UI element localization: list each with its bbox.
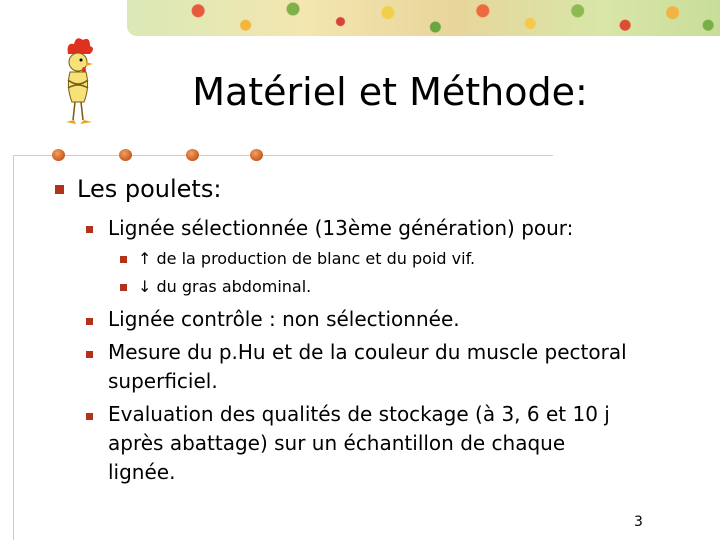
bullet-icon — [86, 318, 93, 325]
divider-dot — [186, 149, 199, 161]
bullet-icon — [86, 413, 93, 420]
sub-item-1-text: de la production de blanc et du poid vif. — [151, 249, 476, 268]
bullet-icon — [86, 351, 93, 358]
divider-dot — [52, 149, 65, 161]
list-item-3-line2: superficiel. — [108, 369, 218, 393]
bullet-icon — [120, 284, 127, 291]
list-item-1: Lignée sélectionnée (13ème génération) pour: — [108, 216, 574, 240]
divider-dot — [119, 149, 132, 161]
decorative-banner — [127, 0, 720, 36]
list-item-4-line2: après abattage) sur un échantillon de chaque — [108, 431, 566, 455]
list-item-4-line3: lignée. — [108, 460, 176, 484]
sub-item-2-text: du gras abdominal. — [151, 277, 312, 296]
bullet-icon — [55, 185, 64, 194]
divider-dot — [250, 149, 263, 161]
down-arrow-icon: ↓ — [138, 277, 152, 296]
slide-title: Matériel et Méthode: — [192, 70, 588, 114]
page-number: 3 — [634, 514, 643, 530]
left-rule — [13, 155, 14, 540]
bullet-icon — [86, 226, 93, 233]
list-item-3-line1: Mesure du p.Hu et de la couleur du muscle pectoral — [108, 340, 627, 364]
up-arrow-icon: ↑ — [138, 249, 152, 268]
list-item-2: Lignée contrôle : non sélectionnée. — [108, 307, 460, 331]
bullet-icon — [120, 256, 127, 263]
title-divider — [13, 155, 553, 156]
level1-text: Les poulets: — [77, 175, 222, 203]
rooster-mascot-icon — [46, 32, 106, 132]
list-item-4-line1: Evaluation des qualités de stockage (à 3, 6 et 10 j — [108, 402, 610, 426]
sub-item-2 — [138, 277, 311, 296]
sub-item-1 — [138, 249, 475, 268]
